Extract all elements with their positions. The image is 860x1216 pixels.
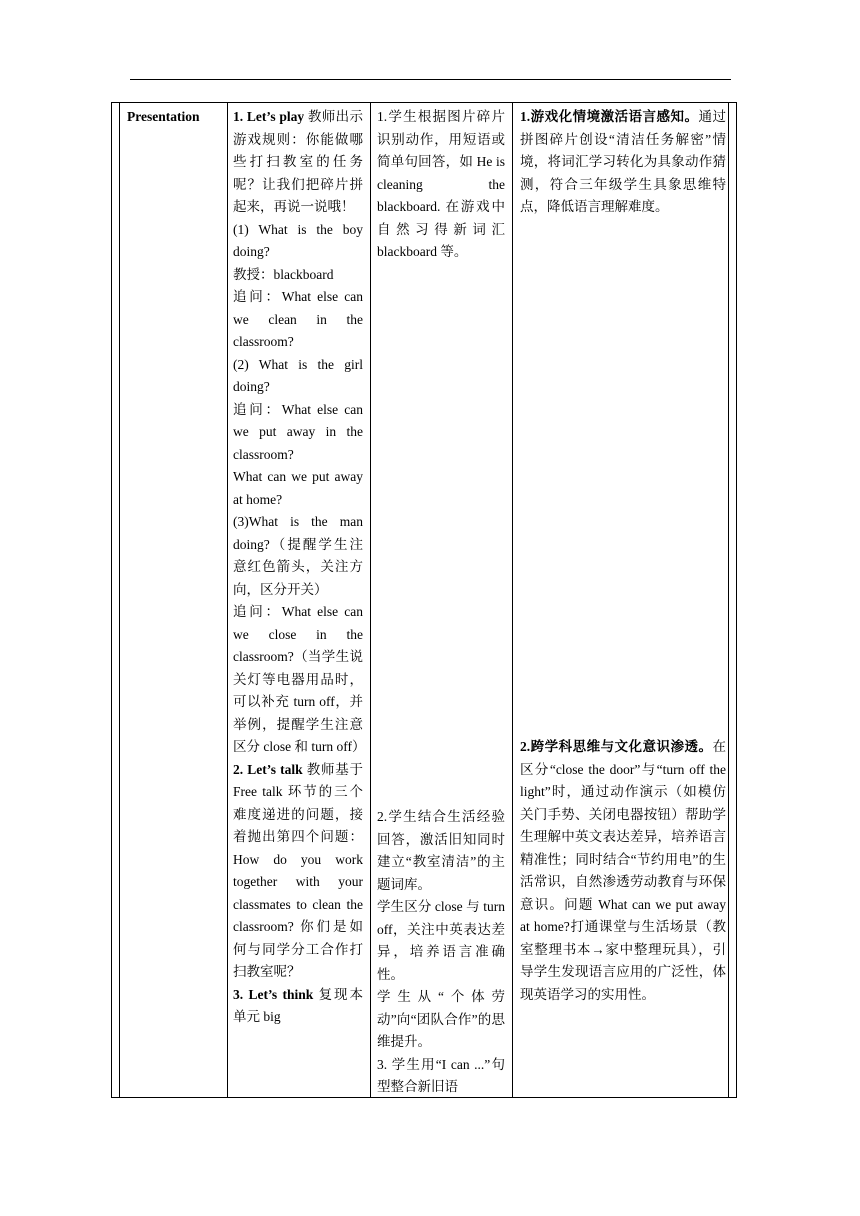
table-inner-left-border [119,102,120,1098]
design-intent-2 [520,736,726,1006]
question-3: (3)What is the man doing?（提醒学生注意红色箭头，关注方向，区分开关） [233,514,363,597]
student-activity-2b: 学生区分 close 与 turn off，关注中英表达差异，培养语言准确性。 [377,899,505,982]
column-divider-2 [370,102,371,1098]
table-border-left [111,102,112,1098]
activity-text-think: 复现本单元 big [233,986,363,1024]
stage-cell: Presentation [127,109,200,124]
question-1-follow: 追问：What else can we clean in the classroom? [233,289,363,349]
intent-1-text: 通过拼图碎片创设“清洁任务解密”情境，将词汇学习转化为具象动作猜测，符合三年级学生具象思维特点，降低语言理解难度。 [520,109,727,214]
table-inner-right-border [728,102,729,1098]
activity-title-think: 3. Let’s think [233,986,314,1002]
column-divider-3 [512,102,513,1098]
question-1-teach: 教授：blackboard [233,266,334,282]
question-3-follow: 追问：What else can we close in the classroom?（当学生说关灯等电器用品时，可以补充 turn off，并举例，提醒学生注意区分 close 和 turn off） [233,604,366,754]
activity-title-play: 1. Let’s play [233,109,305,124]
activity-text-play: 教师出示游戏规则：你能做哪些打扫教室的任务呢？让我们把碎片拼起来，再说一说哦！ [233,109,363,214]
procedure-cell [233,106,366,1029]
question-1: (1) What is the boy doing? [233,221,363,259]
table-border-right [736,102,737,1098]
design-intent-1 [520,106,726,219]
student-activity-2 [377,806,505,1099]
activity-text-talk: 教师基于 Free talk 环节的三个难度递进的问题，接着抛出第四个问题：How do you work together with your classmates to clean the classroom? 你们是如何与同学分工合作打扫教室呢？ [233,761,363,979]
intent-1-title: 1.游戏化情境激活语言感知。 [520,109,699,124]
student-activity-2a: 2.学生结合生活经验回答，激活旧知同时建立“教室清洁”的主题词库。 [377,809,505,892]
intent-2-title: 2.跨学科思维与文化意识渗透。 [520,739,713,754]
lesson-table [111,102,737,1098]
column-divider-1 [227,102,228,1098]
table-top-border [111,102,737,103]
intent-2-text: 在区分“close the door”与“turn off the light”时，通过动作演示（如模仿关门手势、关闭电器按钮）帮助学生理解中英文表达差异，培养语言精准性；同时结合“节约用电”的生活常识，自然渗透劳动教育与环保意识。问题 What can we put away at home?打通课堂与生活场景（教室整理书本→家中整理玩具），引导学生发现语言应用的广泛性，体现英语学习的实用性。 [520,739,726,1002]
student-activity-3: 3. 学生用“I can ...”句型整合新旧语 [377,1056,505,1094]
question-2: (2) What is the girl doing? [233,356,363,394]
activity-title-talk: 2. Let’s talk [233,761,303,777]
header-rule [130,79,731,80]
question-2-follow: 追问：What else can we put away in the classroom? [233,401,363,462]
question-2-follow-2: What can we put away at home? [233,469,363,507]
student-activity-2c: 学生从“个体劳动”向“团队合作”的思维提升。 [377,989,505,1049]
student-activity-1: 1.学生根据图片碎片识别动作，用短语或简单句回答，如 He is cleaning the blackboard. 在游戏中自然习得新词汇 blackboard 等。 [377,109,505,259]
